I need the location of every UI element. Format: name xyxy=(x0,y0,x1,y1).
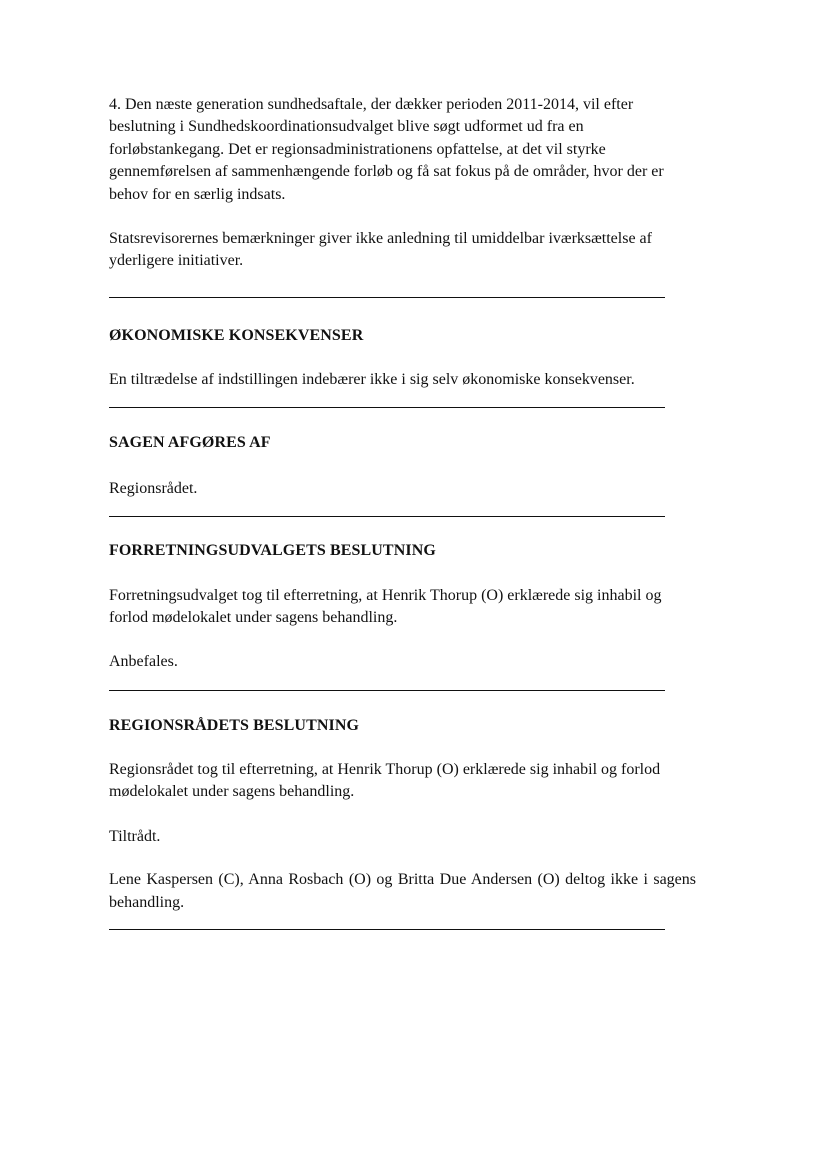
regional-council-heading: REGIONSRÅDETS BESLUTNING xyxy=(109,716,360,734)
section-divider xyxy=(109,516,665,517)
regional-council-text: Regionsrådet tog til efterretning, at Henrik Thorup (O) erklærede sig inhabil og forlod mødelokalet under sagens behandling. xyxy=(109,760,661,801)
intro-paragraph-2: Statsrevisorernes bemærkninger giver ikke anledning til umiddelbar iværksættelse af yderligere initiativer. xyxy=(109,230,652,270)
business-committee-text: Forretningsudvalget tog til efterretning, at Henrik Thorup (O) erklærede sig inhabil og forlod mødelokalet under sagens behandling. xyxy=(109,586,662,627)
document-page xyxy=(109,94,697,930)
regional-council-result: Tiltrådt. xyxy=(109,827,161,845)
section-divider xyxy=(109,297,665,298)
intro-paragraph-1: 4. Den næste generation sundhedsaftale, der dækker perioden 2011-2014, vil efter beslutning i Sundhedskoordinationsudvalget blive søgt udformet ud fra en forløbstankegang. Det er regionsadministrationens opfattelse, at det vil styrke gennemførelsen af sammenhængende forløb og få sat fokus på de områder, hvor der er behov for en særlig indsats. xyxy=(109,96,664,203)
section-divider xyxy=(109,407,665,408)
absent-members-note: Lene Kaspersen (C), Anna Rosbach (O) og Britta Due Andersen (O) deltog ikke i sagens behandling. xyxy=(109,871,696,911)
economic-heading: ØKONOMISKE KONSEKVENSER xyxy=(109,326,364,344)
business-committee-heading: FORRETNINGSUDVALGETS BESLUTNING xyxy=(109,541,436,559)
decided-by-text: Regionsrådet. xyxy=(109,480,198,498)
section-divider xyxy=(109,929,665,930)
section-divider xyxy=(109,690,665,691)
business-committee-result: Anbefales. xyxy=(109,653,178,671)
decided-by-heading: SAGEN AFGØRES AF xyxy=(109,434,271,452)
economic-text: En tiltrædelse af indstillingen indebærer ikke i sig selv økonomiske konsekvenser. xyxy=(109,370,635,388)
